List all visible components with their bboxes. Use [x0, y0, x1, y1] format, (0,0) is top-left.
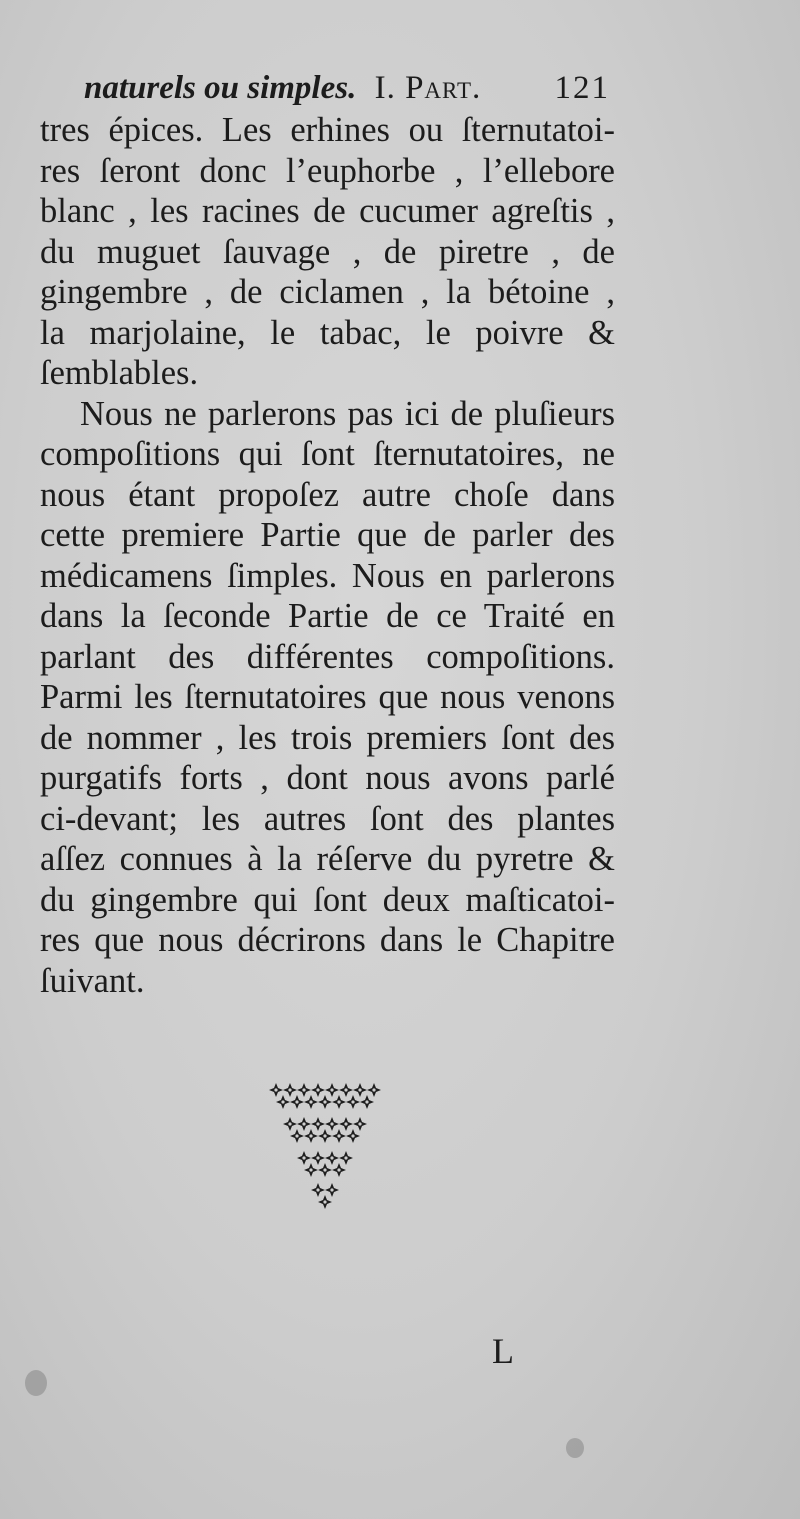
text-line: ſuivant.: [40, 961, 145, 1000]
paper-stain: [25, 1370, 47, 1396]
text-line: ci-devant; les autres ſont des plantes: [40, 799, 615, 838]
text-line: médicamens ſimples. Nous en parlerons: [40, 556, 615, 595]
paper-stain: [566, 1438, 584, 1458]
text-line: gingembre , de ciclamen , la bétoine ,: [40, 273, 615, 311]
text-line: ſemblables.: [40, 354, 199, 392]
text-line: compoſitions qui ſont ſternutatoires, ne: [40, 435, 615, 473]
text-line: parlant des différentes compoſitions.: [40, 637, 615, 676]
text-line: du muguet ſauvage , de piretre , de: [40, 232, 615, 271]
body-text: [40, 110, 615, 1001]
text-line: Nous ne parlerons pas ici de pluſieurs: [80, 394, 615, 433]
text-line: de nommer , les trois premiers ſont des: [40, 718, 615, 757]
text-line: blanc , les racines de cucumer agreſtis ,: [40, 192, 615, 230]
part-label: I. Part.: [374, 70, 482, 106]
text-line: res que nous décrirons dans le Chapitre: [40, 921, 615, 959]
text-line: du gingembre qui ſont deux maſticatoi-: [40, 880, 615, 919]
text-line: aſſez connues à la réſerve du pyretre &: [40, 840, 615, 878]
text-line: res ſeront donc l’euphorbe , l’ellebore: [40, 151, 615, 190]
signature-mark: L: [492, 1331, 514, 1371]
text-line: dans la ſeconde Partie de ce Traité en: [40, 597, 615, 635]
page-number: 121: [554, 70, 610, 106]
text-line: cette premiere Partie que de parler des: [40, 516, 615, 554]
text-line: nous étant propoſez autre choſe dans: [40, 475, 615, 514]
text-line: la marjolaine, le tabac, le poivre &: [40, 313, 615, 352]
text-line: Parmi les ſternutatoires que nous venons: [40, 678, 615, 716]
cul-de-lampe-ornament: [268, 1080, 383, 1210]
text-line: purgatifs forts , dont nous avons parlé: [40, 759, 615, 797]
paragraph-2: [40, 394, 615, 1002]
running-title: naturels ou simples.: [84, 70, 357, 106]
text-line: tres épices. Les erhines ou ſternutatoi-: [40, 111, 615, 149]
paragraph-1: [40, 110, 615, 394]
